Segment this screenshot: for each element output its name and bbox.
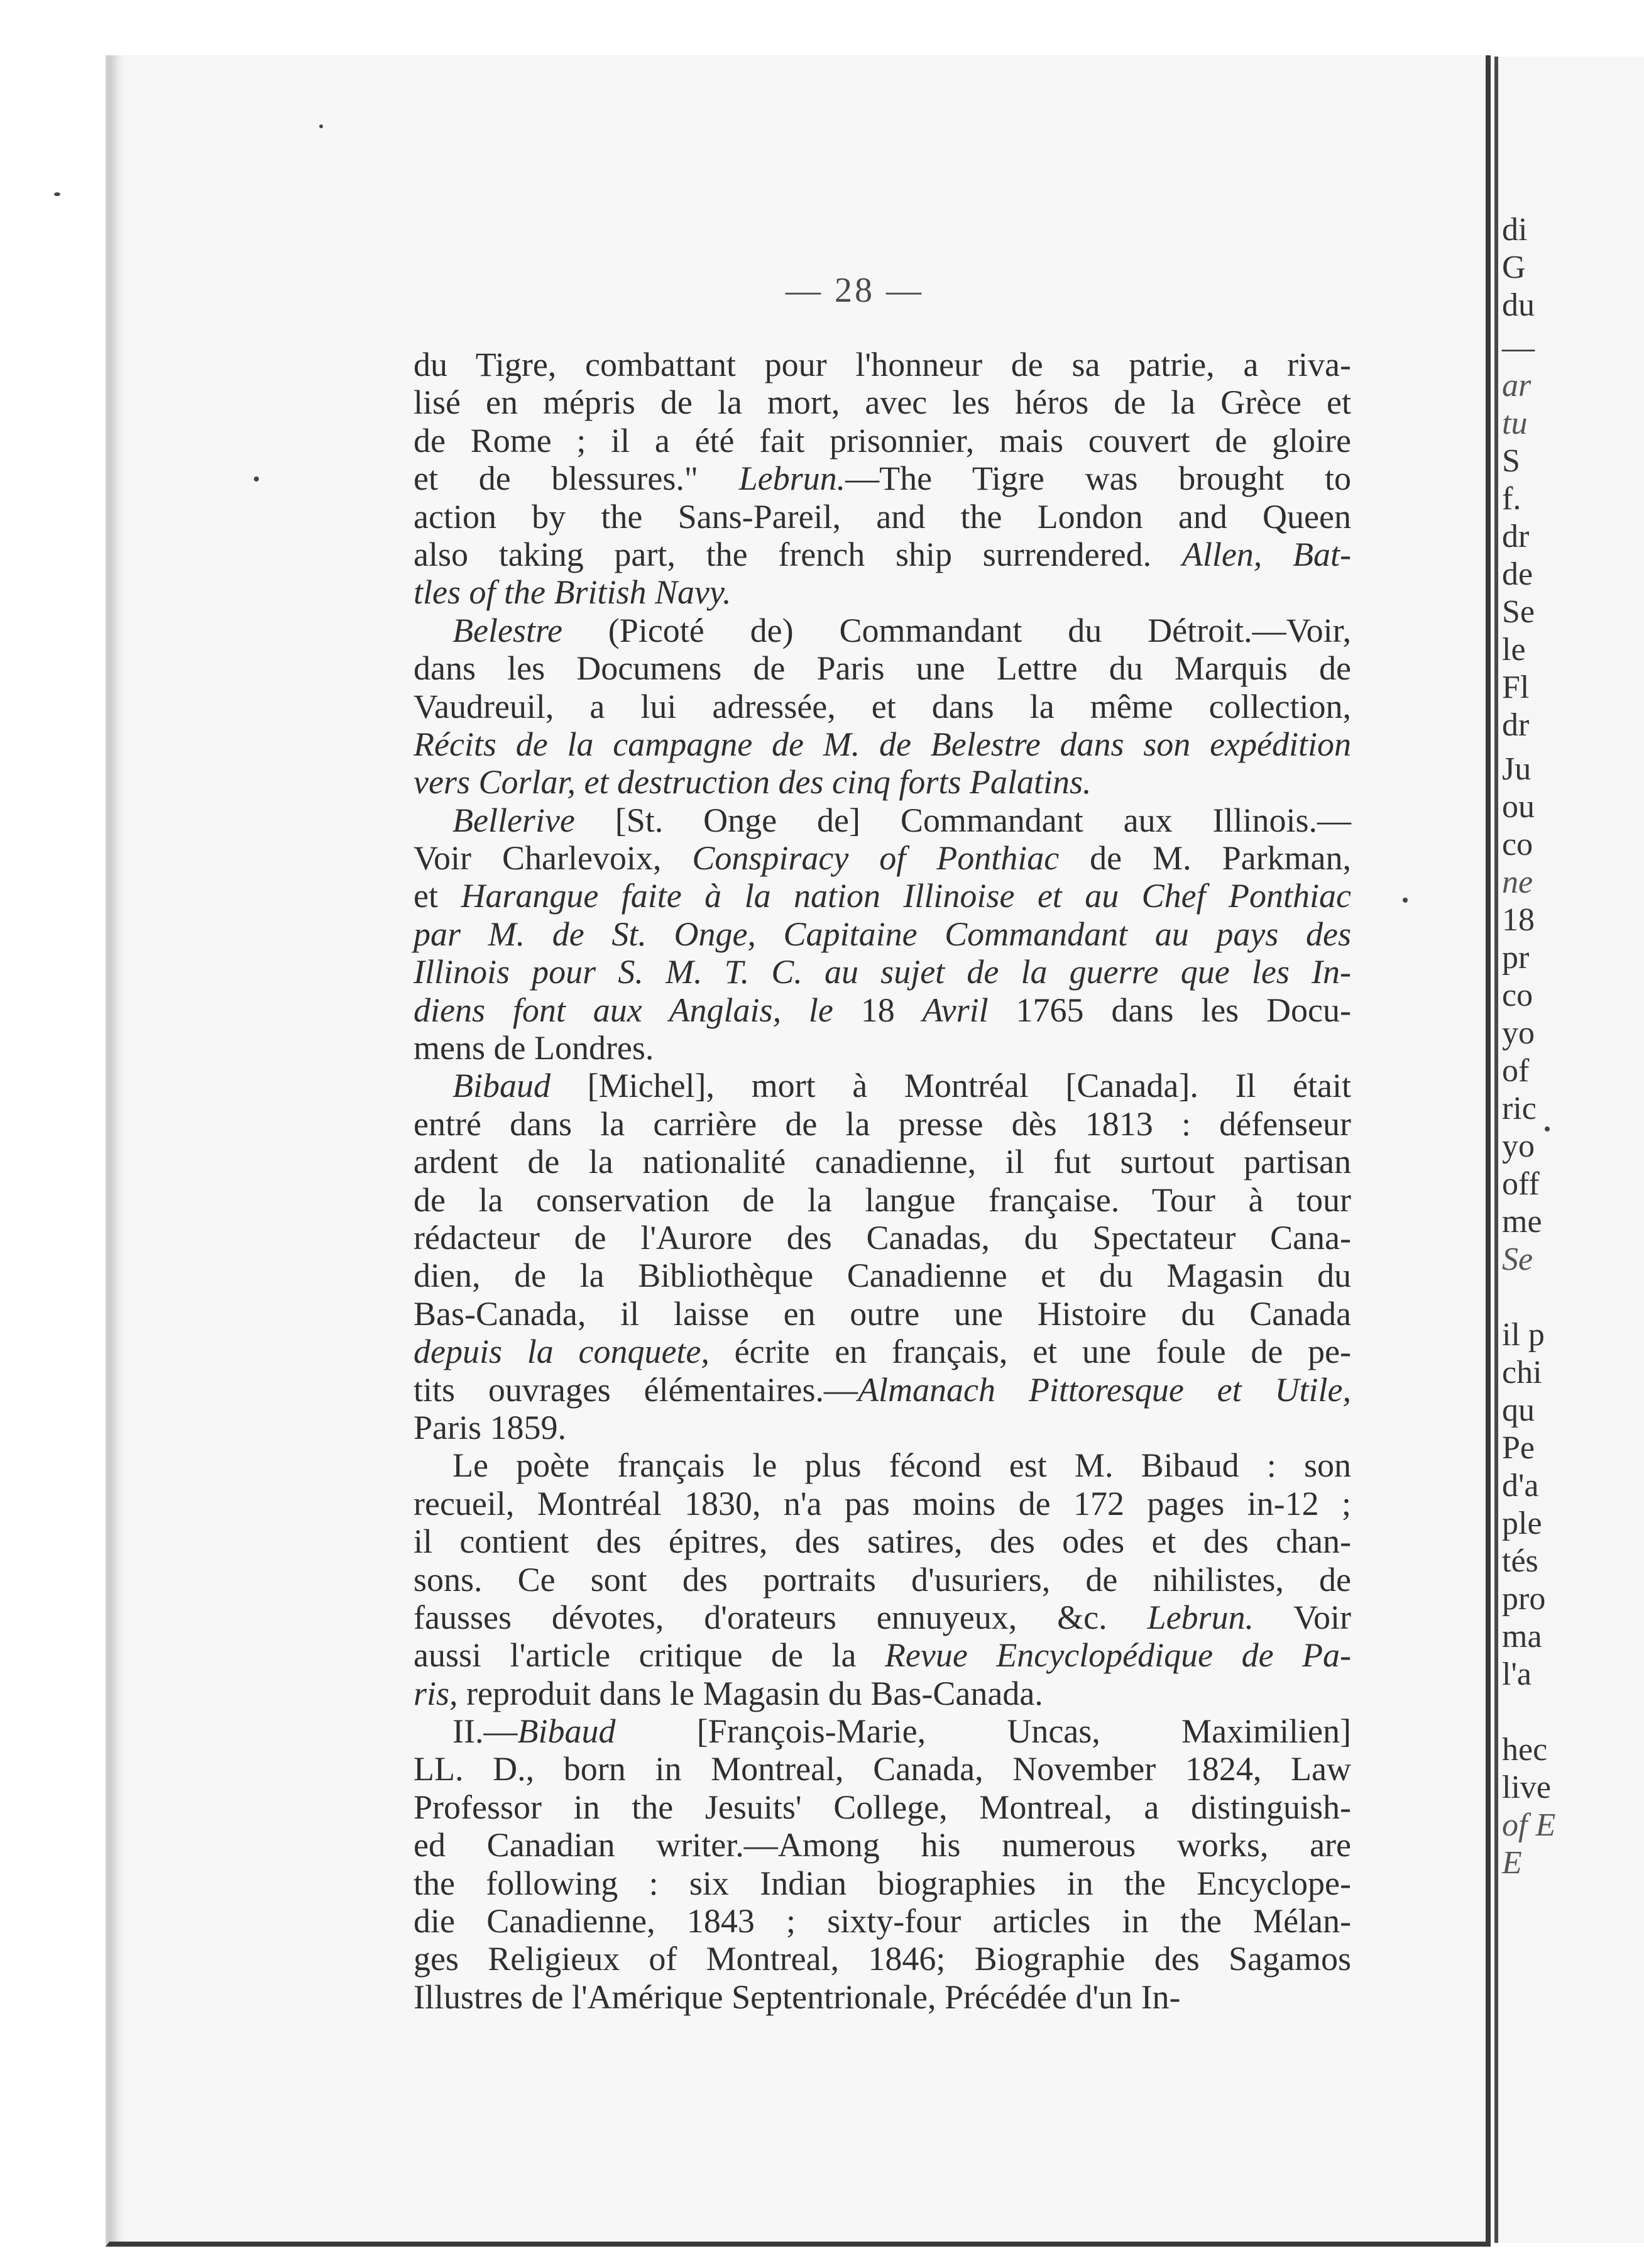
text-run: diens font aux Anglais, le bbox=[414, 991, 833, 1029]
text-line bbox=[414, 498, 1351, 536]
text-run: depuis la conquete, bbox=[414, 1333, 710, 1371]
text-line bbox=[414, 422, 1351, 460]
text-run: de la conservation de la langue française. Tour à tour bbox=[414, 1181, 1351, 1219]
text-line bbox=[414, 383, 1351, 421]
text-run: sons. Ce sont des portraits d'usuriers, de nihilistes, de bbox=[414, 1560, 1351, 1599]
text-run: die Canadienne, 1843 ; sixty-four articles in the Mélan- bbox=[414, 1902, 1351, 1940]
adjacent-page-fragment: de bbox=[1502, 556, 1533, 592]
text-run: Bellerive bbox=[452, 801, 575, 839]
text-run: dans les Documens de Paris une Lettre du Marquis de bbox=[414, 649, 1351, 688]
text-line bbox=[414, 1864, 1351, 1902]
text-run: [St. Onge de] Commandant aux Illinois.— bbox=[574, 801, 1351, 839]
text-run: Almanach Pittoresque et Utile, bbox=[858, 1370, 1351, 1409]
adjacent-page-fragment: E bbox=[1502, 1845, 1522, 1881]
scan-speck bbox=[1403, 898, 1408, 903]
text-run: —The Tigre was brought to bbox=[845, 460, 1351, 498]
text-run: Harangue faite à la nation Illinoise et au Chef Ponthiac bbox=[461, 877, 1351, 915]
text-line bbox=[414, 1522, 1351, 1560]
text-line bbox=[414, 1636, 1351, 1674]
adjacent-page-fragment: hec bbox=[1502, 1732, 1548, 1768]
text-line bbox=[414, 1978, 1351, 2016]
adjacent-page-edge bbox=[1494, 57, 1644, 2243]
text-line bbox=[414, 1105, 1351, 1143]
text-run: Vaudreuil, a lui adressée, et dans la même collection, bbox=[414, 687, 1351, 725]
text-run: et bbox=[414, 877, 461, 915]
text-run: entré dans la carrière de la presse dès 1813 : défenseur bbox=[414, 1104, 1351, 1143]
adjacent-page-fragment: du bbox=[1502, 287, 1535, 323]
text-run: recueil, Montréal 1830, n'a pas moins de 172 pages in-12 ; bbox=[414, 1484, 1351, 1522]
text-run: ris, bbox=[414, 1674, 458, 1712]
text-line bbox=[414, 1295, 1351, 1333]
text-line bbox=[414, 915, 1351, 953]
text-line bbox=[414, 1371, 1351, 1409]
adjacent-page-fragment: — bbox=[1502, 330, 1535, 366]
adjacent-page-fragment: qu bbox=[1502, 1392, 1535, 1428]
text-run: 1765 dans les Docu- bbox=[988, 991, 1351, 1029]
page-body-text bbox=[414, 346, 1351, 2016]
text-run: Allen, Bat- bbox=[1181, 535, 1351, 573]
text-line bbox=[414, 1029, 1351, 1067]
text-line bbox=[414, 1143, 1351, 1181]
text-line bbox=[414, 612, 1351, 649]
text-line bbox=[414, 725, 1351, 763]
text-run: [François-Marie, Uncas, Maximilien] bbox=[615, 1712, 1351, 1751]
adjacent-page-fragment: co bbox=[1502, 827, 1533, 862]
text-line bbox=[414, 1181, 1351, 1219]
text-run: ed Canadian writer.—Among his numerous works, are bbox=[414, 1826, 1351, 1864]
adjacent-page-fragment: pr bbox=[1502, 940, 1530, 976]
adjacent-page-fragment: S bbox=[1502, 443, 1520, 479]
text-run: Récits de la campagne de M. de Belestre dans son expédition bbox=[414, 725, 1351, 763]
text-run: Le poète français le plus fécond est M. Bibaud : son bbox=[452, 1446, 1351, 1485]
text-line bbox=[414, 688, 1351, 725]
adjacent-page-fragment: il p bbox=[1502, 1317, 1545, 1353]
text-line bbox=[414, 649, 1351, 687]
text-run: rédacteur de l'Aurore des Canadas, du Spectateur Cana- bbox=[414, 1218, 1351, 1257]
adjacent-page-fragment: le bbox=[1502, 632, 1526, 668]
text-line bbox=[414, 1333, 1351, 1370]
adjacent-page-fragment: d'a bbox=[1502, 1468, 1539, 1504]
adjacent-page-fragment: me bbox=[1502, 1204, 1542, 1240]
text-run: Paris 1859. bbox=[414, 1408, 566, 1446]
adjacent-page-fragment: pro bbox=[1502, 1581, 1546, 1617]
text-line bbox=[414, 953, 1351, 991]
adjacent-page-fragment: ar bbox=[1502, 368, 1532, 404]
text-run: du Tigre, combattant pour l'honneur de sa patrie, a riva- bbox=[414, 346, 1351, 383]
adjacent-page-fragment: Pe bbox=[1502, 1430, 1535, 1466]
text-run: Lebrun. bbox=[738, 460, 846, 498]
text-line bbox=[414, 346, 1351, 383]
scan-speck bbox=[54, 192, 60, 196]
text-line bbox=[414, 1219, 1351, 1257]
text-run: ges Religieux of Montreal, 1846; Biographie des Sagamos bbox=[414, 1940, 1351, 1978]
adjacent-page-fragment: off bbox=[1502, 1166, 1540, 1202]
adjacent-page-fragment: Ju bbox=[1502, 751, 1532, 787]
adjacent-page-fragment: co bbox=[1502, 977, 1533, 1013]
adjacent-page-fragment: dr bbox=[1502, 519, 1530, 554]
text-run: Conspiracy of Ponthiac bbox=[692, 839, 1060, 878]
text-line bbox=[414, 460, 1351, 497]
text-line bbox=[414, 1788, 1351, 1826]
text-run: LL. D., born in Montreal, Canada, November 1824, Law bbox=[414, 1750, 1351, 1788]
scan-speck bbox=[254, 476, 259, 482]
adjacent-page-fragment: yo bbox=[1502, 1015, 1535, 1051]
text-run: vers Corlar, et destruction des cinq forts Palatins. bbox=[414, 763, 1092, 801]
text-line bbox=[414, 1902, 1351, 1940]
adjacent-page-fragment: Se bbox=[1502, 1241, 1533, 1277]
text-run: aussi l'article critique de la bbox=[414, 1636, 885, 1675]
text-run: mens de Londres. bbox=[414, 1029, 654, 1067]
adjacent-page-fragment: ric bbox=[1502, 1091, 1537, 1126]
text-line bbox=[414, 801, 1351, 839]
text-line bbox=[414, 1826, 1351, 1864]
text-run: de M. Parkman, bbox=[1059, 839, 1352, 878]
text-run: Voir bbox=[1254, 1598, 1352, 1636]
text-run: Avril bbox=[922, 991, 989, 1029]
adjacent-page-fragment: Se bbox=[1502, 594, 1535, 630]
text-line bbox=[414, 1599, 1351, 1636]
text-run: il contient des épitres, des satires, des odes et des chan- bbox=[414, 1522, 1351, 1561]
text-run: Bibaud bbox=[452, 1067, 551, 1105]
text-line bbox=[414, 839, 1351, 877]
adjacent-page-fragment: yo bbox=[1502, 1128, 1535, 1164]
text-run: Illinois pour S. M. T. C. au sujet de la guerre que les In- bbox=[414, 953, 1351, 991]
text-run: the following : six Indian biographies in the Encyclope- bbox=[414, 1864, 1351, 1902]
text-line bbox=[414, 1485, 1351, 1522]
adjacent-page-fragment: 18 bbox=[1502, 902, 1535, 938]
text-run: Illustres de l'Amérique Septentrionale, Précédée d'un In- bbox=[414, 1978, 1181, 2016]
adjacent-page-fragment: Fl bbox=[1502, 669, 1530, 705]
text-line bbox=[414, 536, 1351, 573]
text-run: écrite en français, et une foule de pe- bbox=[709, 1333, 1351, 1371]
text-run: II.— bbox=[452, 1712, 518, 1751]
text-run: ardent de la nationalité canadienne, il fut surtout partisan bbox=[414, 1143, 1351, 1181]
scan-speck bbox=[1545, 1126, 1550, 1131]
text-run: dien, de la Bibliothèque Canadienne et du Magasin du bbox=[414, 1257, 1351, 1295]
text-line bbox=[414, 991, 1351, 1029]
text-line bbox=[414, 1257, 1351, 1294]
adjacent-page-fragment: G bbox=[1502, 250, 1526, 285]
adjacent-page-fragment: di bbox=[1502, 212, 1528, 248]
text-run: Belestre bbox=[452, 611, 562, 649]
page-number: — 28 — bbox=[786, 271, 924, 310]
adjacent-page-fragment: tés bbox=[1502, 1543, 1538, 1579]
text-run: action by the Sans-Pareil, and the London and Queen bbox=[414, 497, 1351, 536]
adjacent-page-fragment: of bbox=[1502, 1053, 1530, 1089]
adjacent-page-fragment: l'a bbox=[1502, 1656, 1532, 1692]
text-run: also taking part, the french ship surrendered. bbox=[414, 535, 1182, 573]
text-run: Lebrun. bbox=[1147, 1598, 1254, 1636]
text-run: (Picoté de) Commandant du Détroit.—Voir, bbox=[562, 611, 1351, 649]
text-run: Professor in the Jesuits' College, Montreal, a distinguish- bbox=[414, 1788, 1351, 1826]
adjacent-page-fragment: tu bbox=[1502, 405, 1528, 441]
scan-speck bbox=[319, 124, 323, 128]
text-run: Bas-Canada, il laisse en outre une Histoire du Canada bbox=[414, 1294, 1351, 1333]
adjacent-page-fragment: of E bbox=[1502, 1807, 1556, 1843]
text-line bbox=[414, 1712, 1351, 1750]
adjacent-page-fragment: ne bbox=[1502, 864, 1533, 900]
adjacent-page-fragment: ou bbox=[1502, 789, 1535, 825]
text-run: fausses dévotes, d'orateurs ennuyeux, &c. bbox=[414, 1598, 1148, 1636]
text-line bbox=[414, 1446, 1351, 1484]
adjacent-page-fragment: chi bbox=[1502, 1355, 1542, 1390]
text-run: [Michel], mort à Montréal [Canada]. Il était bbox=[551, 1067, 1351, 1105]
text-run: par M. de St. Onge, Capitaine Commandant au pays des bbox=[414, 915, 1351, 953]
adjacent-page-fragment: ple bbox=[1502, 1506, 1542, 1541]
adjacent-page-fragment: f. bbox=[1502, 481, 1521, 517]
text-run: de Rome ; il a été fait prisonnier, mais couvert de gloire bbox=[414, 421, 1351, 460]
text-run: reproduit dans le Magasin du Bas-Canada. bbox=[458, 1674, 1043, 1712]
text-run: lisé en mépris de la mort, avec les héros de la Grèce et bbox=[414, 383, 1351, 422]
text-line bbox=[414, 1675, 1351, 1712]
text-run: tits ouvrages élémentaires.— bbox=[414, 1370, 858, 1409]
text-line bbox=[414, 1750, 1351, 1788]
text-run: 18 bbox=[833, 991, 923, 1029]
text-run: Voir Charlevoix, bbox=[414, 839, 693, 878]
text-line bbox=[414, 877, 1351, 915]
adjacent-page-fragment: live bbox=[1502, 1770, 1551, 1805]
text-run: Bibaud bbox=[517, 1712, 616, 1751]
text-run: Revue Encyclopédique de Pa- bbox=[884, 1636, 1352, 1675]
text-line bbox=[414, 1409, 1351, 1446]
text-run: tles of the British Navy. bbox=[414, 573, 732, 612]
text-line bbox=[414, 1561, 1351, 1599]
adjacent-page-fragment: dr bbox=[1502, 707, 1530, 743]
text-run: et de blessures." bbox=[414, 460, 739, 498]
adjacent-page-fragment: ma bbox=[1502, 1619, 1542, 1654]
text-line bbox=[414, 573, 1351, 611]
text-line bbox=[414, 1067, 1351, 1104]
text-line bbox=[414, 763, 1351, 801]
text-line bbox=[414, 1940, 1351, 1978]
